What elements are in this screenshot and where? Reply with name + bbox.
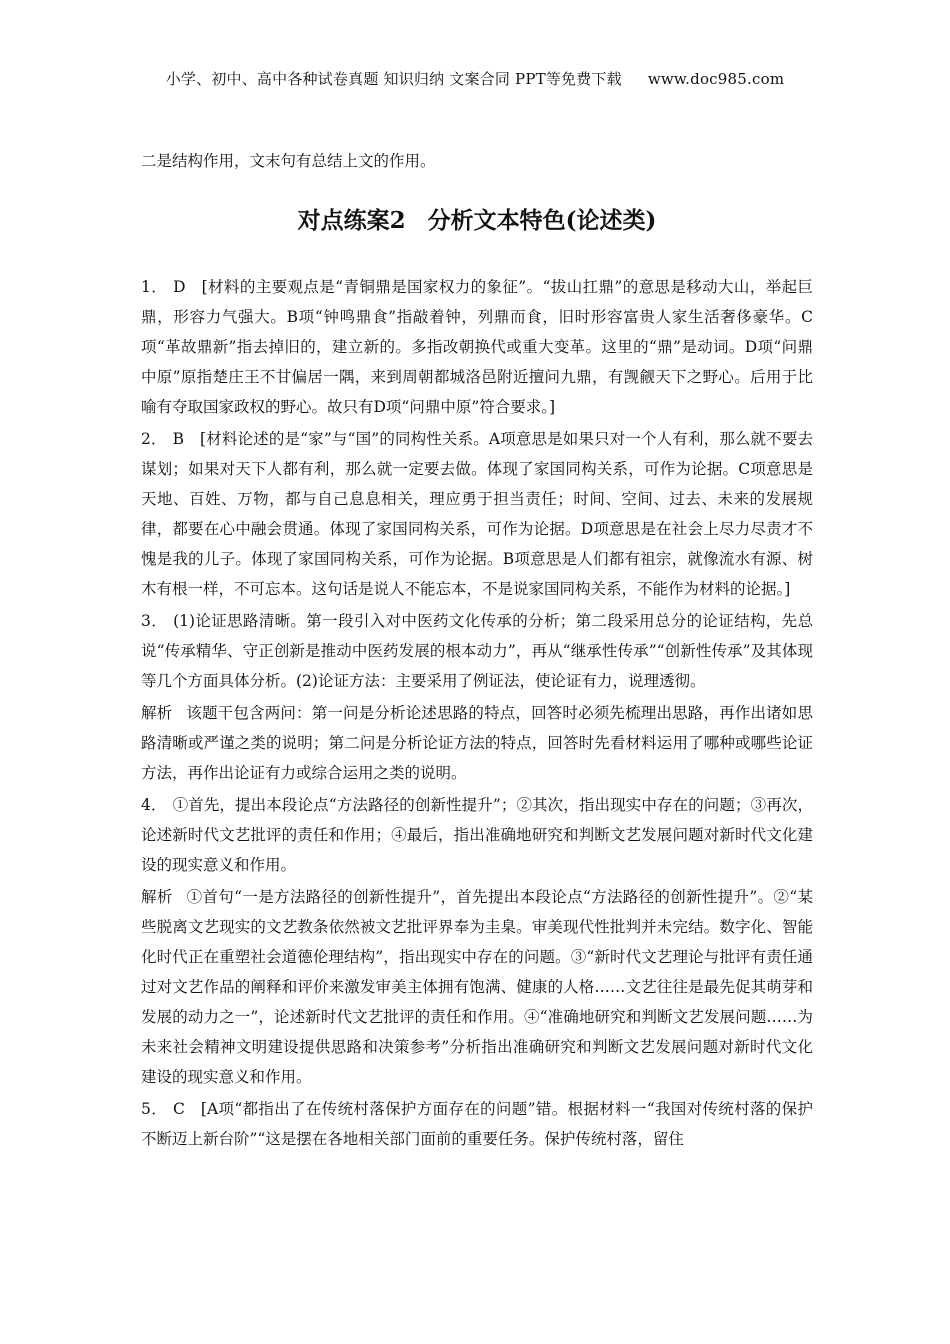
item-number: 4． bbox=[141, 796, 167, 814]
analysis-label: 解析 bbox=[141, 888, 173, 906]
document-body bbox=[141, 146, 813, 1154]
item-number: 3． bbox=[141, 612, 168, 630]
title-main: 对点练案2 bbox=[297, 207, 406, 234]
item-number: 1． bbox=[141, 278, 168, 296]
answer-item-1 bbox=[141, 272, 813, 422]
item-text: (1)论证思路清晰。第一段引入对中医药文化传承的分析；第二段采用总分的论证结构，先总说“传承精华、守正创新是推动中医药发展的根本动力”，再从“继承性传承”“创新性传承”及其体现等几个方面具体分析。(2)论证方法：主要采用了例证法，使论证有力，说理透彻。 bbox=[141, 612, 813, 690]
title-sub: 分析文本特色(论述类) bbox=[427, 207, 657, 234]
header-url[interactable]: www.doc985.com bbox=[647, 70, 785, 88]
answer-item-3 bbox=[141, 606, 813, 696]
item-answer: C bbox=[173, 1100, 185, 1118]
answer-item-5 bbox=[141, 1094, 813, 1154]
intro-line: 二是结构作用，文末句有总结上文的作用。 bbox=[141, 152, 436, 170]
item-text: [A项“都指出了在传统村落保护方面存在的问题”错。根据材料一“我国对传统村落的保护不断迈上新台阶”“这是摆在各地相关部门面前的重要任务。保护传统村落，留住 bbox=[141, 1100, 813, 1148]
analysis-item-3 bbox=[141, 698, 813, 788]
answer-item-4 bbox=[141, 790, 813, 880]
analysis-text: 该题干包含两问：第一问是分析论述思路的特点，回答时必须先梳理出思路，再作出诸如思路清晰或严谨之类的说明；第二问是分析论证方法的特点，回答时先看材料运用了哪种或哪些论证方法，再作出论证有力或综合运用之类的说明。 bbox=[141, 704, 813, 782]
item-text: ①首先，提出本段论点“方法路径的创新性提升”；②其次，指出现实中存在的问题；③再次，论述新时代文艺批评的责任和作用；④最后，指出准确地研究和判断文艺发展问题对新时代文化建设的现实意义和作用。 bbox=[141, 796, 813, 874]
item-text: [材料的主要观点是“青铜鼎是国家权力的象征”。“拔山扛鼎”的意思是移动大山，举起巨鼎，形容力气强大。B项“钟鸣鼎食”指敲着钟，列鼎而食，旧时形容富贵人家生活奢侈豪华。C项“革故鼎新”指去掉旧的，建立新的。多指改朝换代或重大变革。这里的“鼎”是动词。D项“问鼎中原”原指楚庄王不甘偏居一隅，来到周朝都城洛邑附近擅问九鼎，有觊觎天下之野心。后用于比喻有夺取国家政权的野心。故只有D项“问鼎中原”符合要求。] bbox=[141, 278, 813, 416]
item-text: [材料论述的是“家”与“国”的同构性关系。A项意思是如果只对一个人有利，那么就不要去谋划；如果对天下人都有利，那么就一定要去做。体现了家国同构关系，可作为论据。C项意思是天地、百姓、万物，都与自己息息相关，理应勇于担当责任；时间、空间、过去、未来的发展规律，都要在心中融会贯通。体现了家国同构关系，可作为论据。D项意思是在社会上尽力尽责才不愧是我的儿子。体现了家国同构关系，可作为论据。B项意思是人们都有祖宗，就像流水有源、树木有根一样，不可忘本。这句话是说人不能忘本，不是说家国同构关系，不能作为材料的论据。] bbox=[141, 430, 813, 598]
item-number: 5． bbox=[141, 1100, 168, 1118]
analysis-item-4 bbox=[141, 882, 813, 1092]
item-number: 2． bbox=[141, 430, 167, 448]
page-header bbox=[0, 68, 950, 89]
header-text: 小学、初中、高中各种试卷真题 知识归纳 文案合同 PPT等免费下载 bbox=[165, 70, 622, 88]
item-answer: B bbox=[172, 430, 185, 448]
analysis-label: 解析 bbox=[141, 704, 173, 722]
answer-item-2 bbox=[141, 424, 813, 604]
item-answer: D bbox=[173, 278, 186, 296]
section-title bbox=[141, 204, 813, 238]
analysis-text: ①首句“一是方法路径的创新性提升”，首先提出本段论点“方法路径的创新性提升”。②“某些脱离文艺现实的文艺教条依然被文艺批评界奉为圭臬。审美现代性批判并未完结。数字化、智能化时代正在重塑社会道德伦理结构”，指出现实中存在的问题。③“新时代文艺理论与批评有责任通过对文艺作品的阐释和评价来激发审美主体拥有饱满、健康的人格……文艺往往是最先促其萌芽和发展的动力之一”，论述新时代文艺批评的责任和作用。④“准确地研究和判断文艺发展问题……为未来社会精神文明建设提供思路和决策参考”分析指出准确研究和判断文艺发展问题对新时代文化建设的现实意义和作用。 bbox=[141, 888, 813, 1086]
